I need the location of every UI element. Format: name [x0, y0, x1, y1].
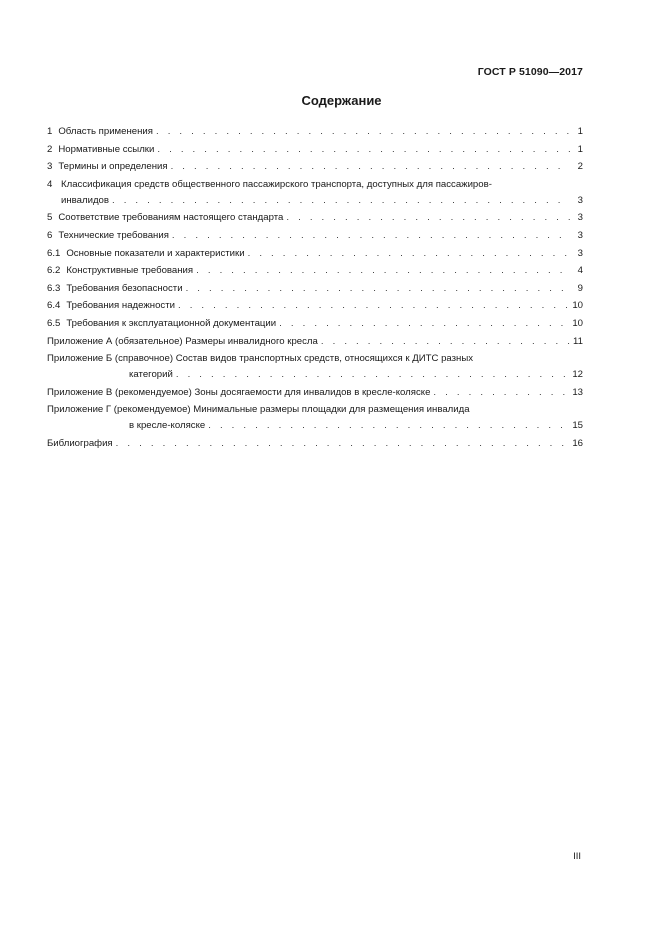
toc-entry-page: 10 [572, 300, 583, 312]
toc-entry-number: 6 [47, 229, 53, 241]
toc-entry-number: 2 [47, 143, 53, 155]
toc-entry[interactable] [47, 159, 583, 175]
table-of-contents [47, 124, 583, 454]
toc-entry[interactable] [47, 124, 583, 140]
toc-entry-appendix[interactable] [47, 351, 583, 383]
toc-leader-dots [433, 385, 569, 401]
toc-leader-dots [176, 367, 569, 383]
toc-leader-dots [178, 298, 569, 314]
toc-leader-dots [248, 246, 570, 262]
toc-entry-title-continuation: в кресле-коляске [129, 420, 206, 432]
toc-leader-dots [156, 124, 570, 140]
toc-entry[interactable] [47, 210, 583, 226]
toc-entry-number: 6.3 [47, 282, 61, 294]
toc-entry-page: 9 [577, 282, 583, 294]
toc-entry-page: 3 [577, 212, 583, 224]
toc-entry-title-continuation: инвалидов [61, 194, 109, 206]
toc-leader-dots [321, 334, 570, 350]
toc-entry[interactable] [47, 316, 583, 332]
toc-entry-title: Соответствие требованиям настоящего стандарта [58, 212, 284, 224]
toc-entry-page: 1 [577, 143, 583, 155]
toc-leader-dots [186, 281, 570, 297]
toc-leader-dots [196, 263, 570, 279]
toc-entry-title-continuation: категорий [129, 369, 173, 381]
toc-leader-dots [286, 210, 570, 226]
toc-entry-appendix[interactable] [47, 402, 583, 434]
toc-entry-number: 6.4 [47, 300, 61, 312]
toc-entry-page: 12 [572, 369, 583, 381]
toc-entry[interactable] [47, 263, 583, 279]
toc-leader-dots [112, 193, 570, 209]
toc-entry-number: 1 [47, 126, 53, 137]
toc-entry[interactable] [47, 246, 583, 262]
toc-entry-title: Приложение А (обязательное) Размеры инвалидного кресла [47, 335, 318, 347]
toc-entry-page: 3 [577, 194, 583, 206]
toc-entry-title: Классификация средств общественного пассажирского транспорта, доступных для пассажиров- [61, 178, 492, 190]
toc-entry-title: Нормативные ссылки [58, 143, 155, 155]
toc-entry-number: 6.1 [47, 247, 61, 259]
toc-entry[interactable] [47, 298, 583, 314]
toc-entry-appendix[interactable] [47, 385, 583, 401]
toc-title: Содержание [301, 93, 382, 108]
toc-entry-title: Требования надежности [66, 300, 175, 312]
toc-entry-title: Термины и определения [58, 161, 168, 173]
toc-leader-dots [157, 142, 570, 158]
toc-entry-page: 3 [577, 229, 583, 241]
toc-leader-dots [116, 436, 570, 452]
toc-entry-title: Приложение В (рекомендуемое) Зоны досягаемости для инвалидов в кресле-коляске [47, 386, 431, 398]
toc-entry-page: 11 [573, 335, 583, 347]
toc-entry-title: Требования к эксплуатационной документации [66, 317, 277, 329]
toc-entry-page: 2 [577, 161, 583, 173]
toc-entry-page: 15 [572, 420, 583, 432]
toc-entry-page: 13 [572, 386, 583, 398]
toc-entry-number: 5 [47, 212, 53, 224]
toc-entry-title: Приложение Г (рекомендуемое) Минимальные размеры площадки для размещения инвалида [47, 404, 470, 416]
toc-entry-title: Конструктивные требования [66, 265, 194, 277]
toc-entry-page: 4 [577, 265, 583, 277]
toc-entry-number: 6.2 [47, 265, 61, 277]
toc-entry-number: 3 [47, 161, 53, 173]
toc-entry[interactable] [47, 142, 583, 158]
toc-entry-number: 4 [47, 178, 53, 190]
toc-entry[interactable] [47, 177, 583, 209]
toc-leader-dots [172, 228, 570, 244]
toc-leader-dots [171, 159, 570, 175]
toc-entry[interactable] [47, 281, 583, 297]
toc-entry-page: 16 [572, 437, 583, 449]
toc-entry-page: 1 [577, 126, 583, 137]
toc-entry[interactable] [47, 228, 583, 244]
toc-entry-number: 6.5 [47, 317, 61, 329]
toc-entry-page: 3 [577, 247, 583, 259]
toc-entry-bibliography[interactable] [47, 436, 583, 452]
toc-entry-title: Технические требования [58, 229, 169, 241]
toc-entry-title: Библиография [47, 437, 113, 449]
toc-leader-dots [279, 316, 569, 332]
toc-entry-title: Приложение Б (справочное) Состав видов транспортных средств, относящихся к ДИТС разных [47, 353, 474, 365]
toc-leader-dots [208, 418, 569, 434]
toc-entry-title: Основные показатели и характеристики [66, 247, 245, 259]
page-number: III [573, 851, 581, 862]
toc-entry-title: Область применения [58, 126, 153, 137]
toc-entry-appendix[interactable] [47, 334, 583, 350]
document-code: ГОСТ Р 51090—2017 [477, 66, 583, 78]
toc-entry-page: 10 [572, 317, 583, 329]
toc-entry-title: Требования безопасности [66, 282, 183, 294]
